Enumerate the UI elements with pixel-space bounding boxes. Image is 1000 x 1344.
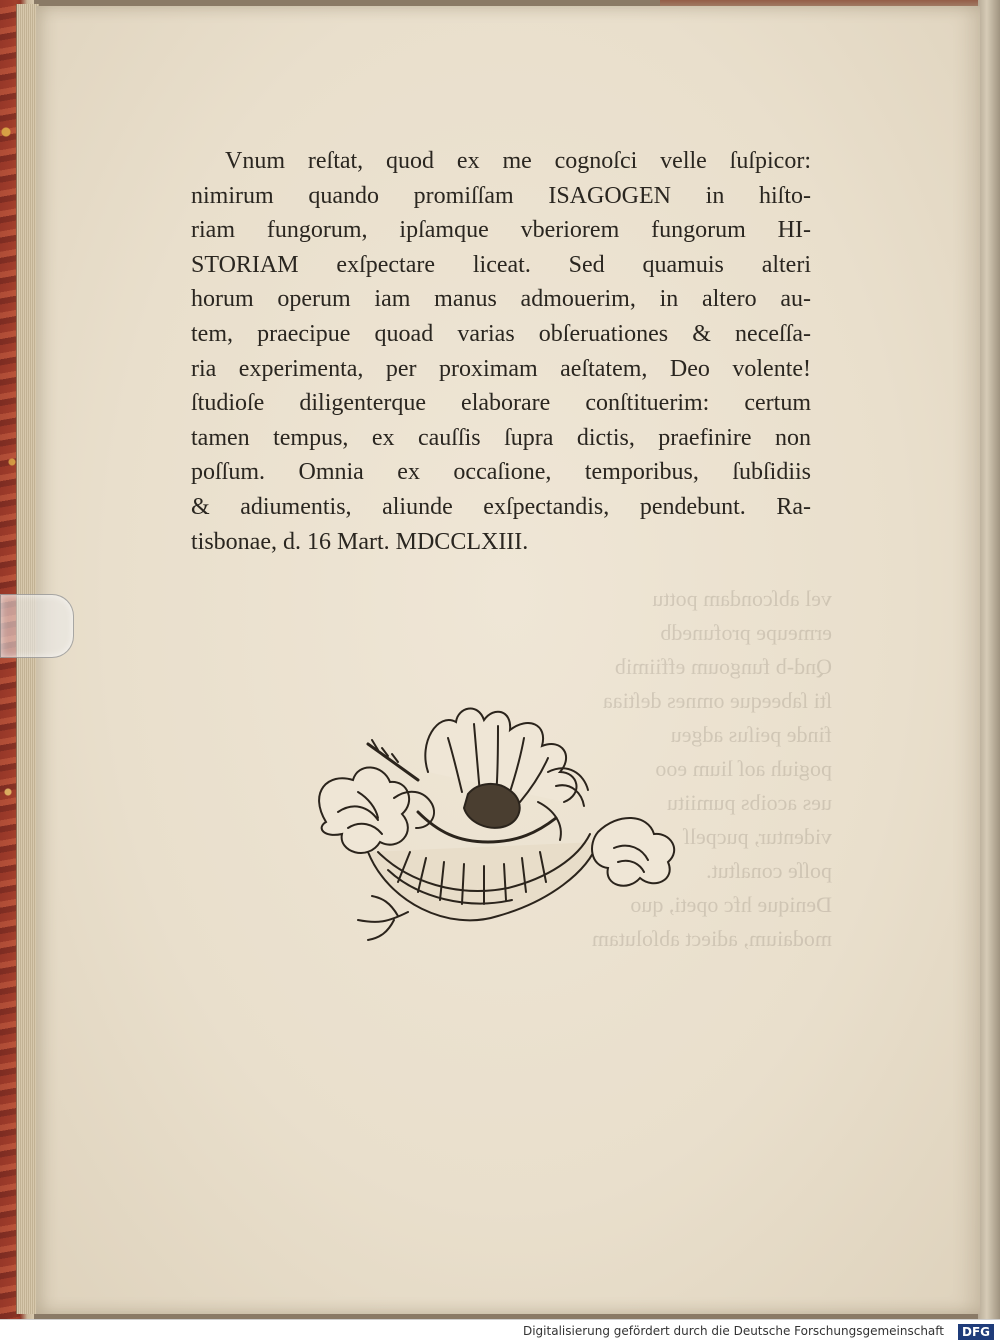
text-line-10: poſſum. Omnia ex occaſione, temporibus, ſubſidiis [191,459,811,486]
text-line-1: Vnum reſtat, quod ex me cognoſci velle ſuſpicor: [225,148,811,174]
right-page-edge [978,0,1000,1320]
footer-credit: Digitalisierung gefördert durch die Deutsche Forschungsgemeinschaft [522,1324,944,1338]
text-line-8: ſtudioſe diligenterque elaborare conſtituerim: certum [191,390,811,417]
text-line-11: & adiumentis, aliunde exſpectandis, pendebunt. Ra- [191,493,811,520]
woodcut-ornament [298,702,688,952]
text-line-7: ria experimenta, per proximam aeſtatem, Deo volente! [191,355,811,382]
text-line-9: tamen tempus, ex cauſſis ſupra dictis, praefinire non [191,424,811,451]
footer-bar [0,1319,1000,1344]
text-line-2: nimirum quando promiſſam ISAGOGEN in hiſto- [191,182,811,209]
page-clip [0,594,74,658]
text-line-6: tem, praecipue quoad varias obſeruationes & neceſſa- [191,320,811,347]
main-text [191,144,811,559]
show-through-text: vel abſcondam pottu ermeupe profunedb Qnd-b fungoum effiimib ſti ſabeeque omnes deſtiaa finde peiſus adgeu pogiuh aoſ lium eoo ues acoibs pumiitu videntur, pucpelſ poſſe conaſtut. Denique hfc opeti, quo modaium, adiect abſolutam [591,586,832,951]
text-line-3: riam fungorum, ipſamque vberiorem fungorum HI- [191,217,811,244]
dfg-logo: DFG [958,1324,994,1340]
text-line-5: horum operum iam manus admouerim, in altero au- [191,286,811,313]
text-line-4: STORIAM exſpectare liceat. Sed quamuis alteri [191,251,811,278]
text-line-12: tisbonae, d. 16 Mart. MDCCLXIII. [191,528,529,555]
